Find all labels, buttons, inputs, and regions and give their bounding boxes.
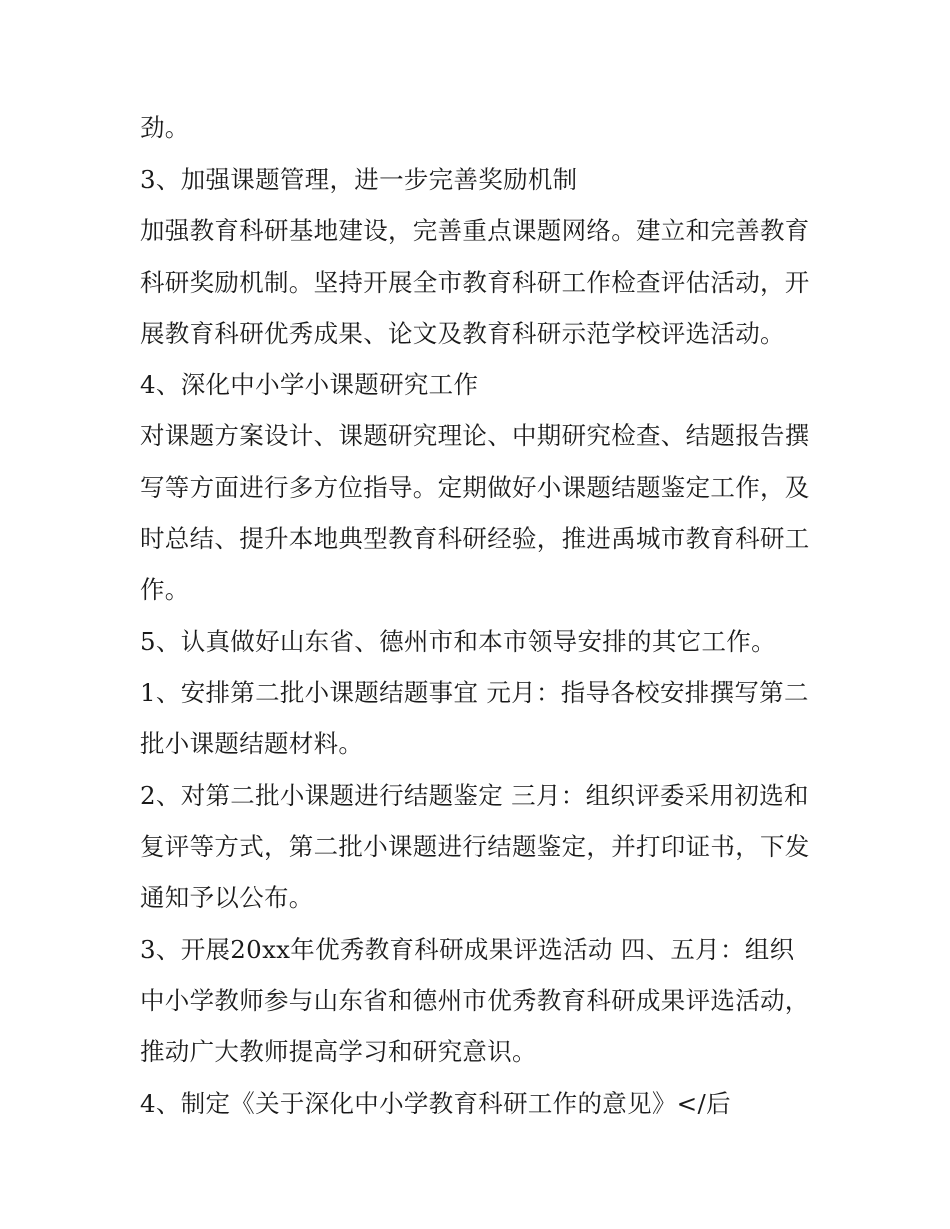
- section-heading: 5、认真做好山东省、德州市和本市领导安排的其它工作。: [140, 627, 776, 656]
- text-line: 推动广大教师提高学习和研究意识。: [140, 1037, 537, 1066]
- text-line: 通知予以公布。: [140, 883, 314, 912]
- text-line: 加强教育科研基地建设，完善重点课题网络。建立和完善教育: [140, 216, 810, 245]
- schedule-item: 3、开展20xx年优秀教育科研成果评选活动 四、五月：组织: [140, 935, 795, 964]
- section-heading: 4、深化中小学小课题研究工作: [140, 370, 479, 399]
- schedule-item: 1、安排第二批小课题结题事宜 元月：指导各校安排撰写第二: [140, 678, 809, 707]
- text-line: 作。: [140, 575, 190, 604]
- text-line: 科研奖励机制。坚持开展全市教育科研工作检查评估活动，开: [140, 268, 810, 297]
- schedule-item: 4、制定《关于深化中小学教育科研工作的意见》</后: [140, 1089, 731, 1118]
- text-line: 复评等方式，第二批小课题进行结题鉴定，并打印证书，下发: [140, 832, 810, 861]
- text-line: 展教育科研优秀成果、论文及教育科研示范学校评选活动。: [140, 319, 785, 348]
- text-line: 批小课题结题材料。: [140, 729, 364, 758]
- text-line: 对课题方案设计、课题研究理论、中期研究检查、结题报告撰: [140, 421, 810, 450]
- section-heading: 3、加强课题管理，进一步完善奖励机制: [140, 165, 578, 194]
- text-line: 劲。: [140, 113, 190, 142]
- text-line: 时总结、提升本地典型教育科研经验，推进禹城市教育科研工: [140, 524, 810, 553]
- schedule-item: 2、对第二批小课题进行结题鉴定 三月：组织评委采用初选和: [140, 781, 809, 810]
- text-line: 中小学教师参与山东省和德州市优秀教育科研成果评选活动，: [140, 986, 810, 1015]
- text-line: 写等方面进行多方位指导。定期做好小课题结题鉴定工作，及: [140, 473, 810, 502]
